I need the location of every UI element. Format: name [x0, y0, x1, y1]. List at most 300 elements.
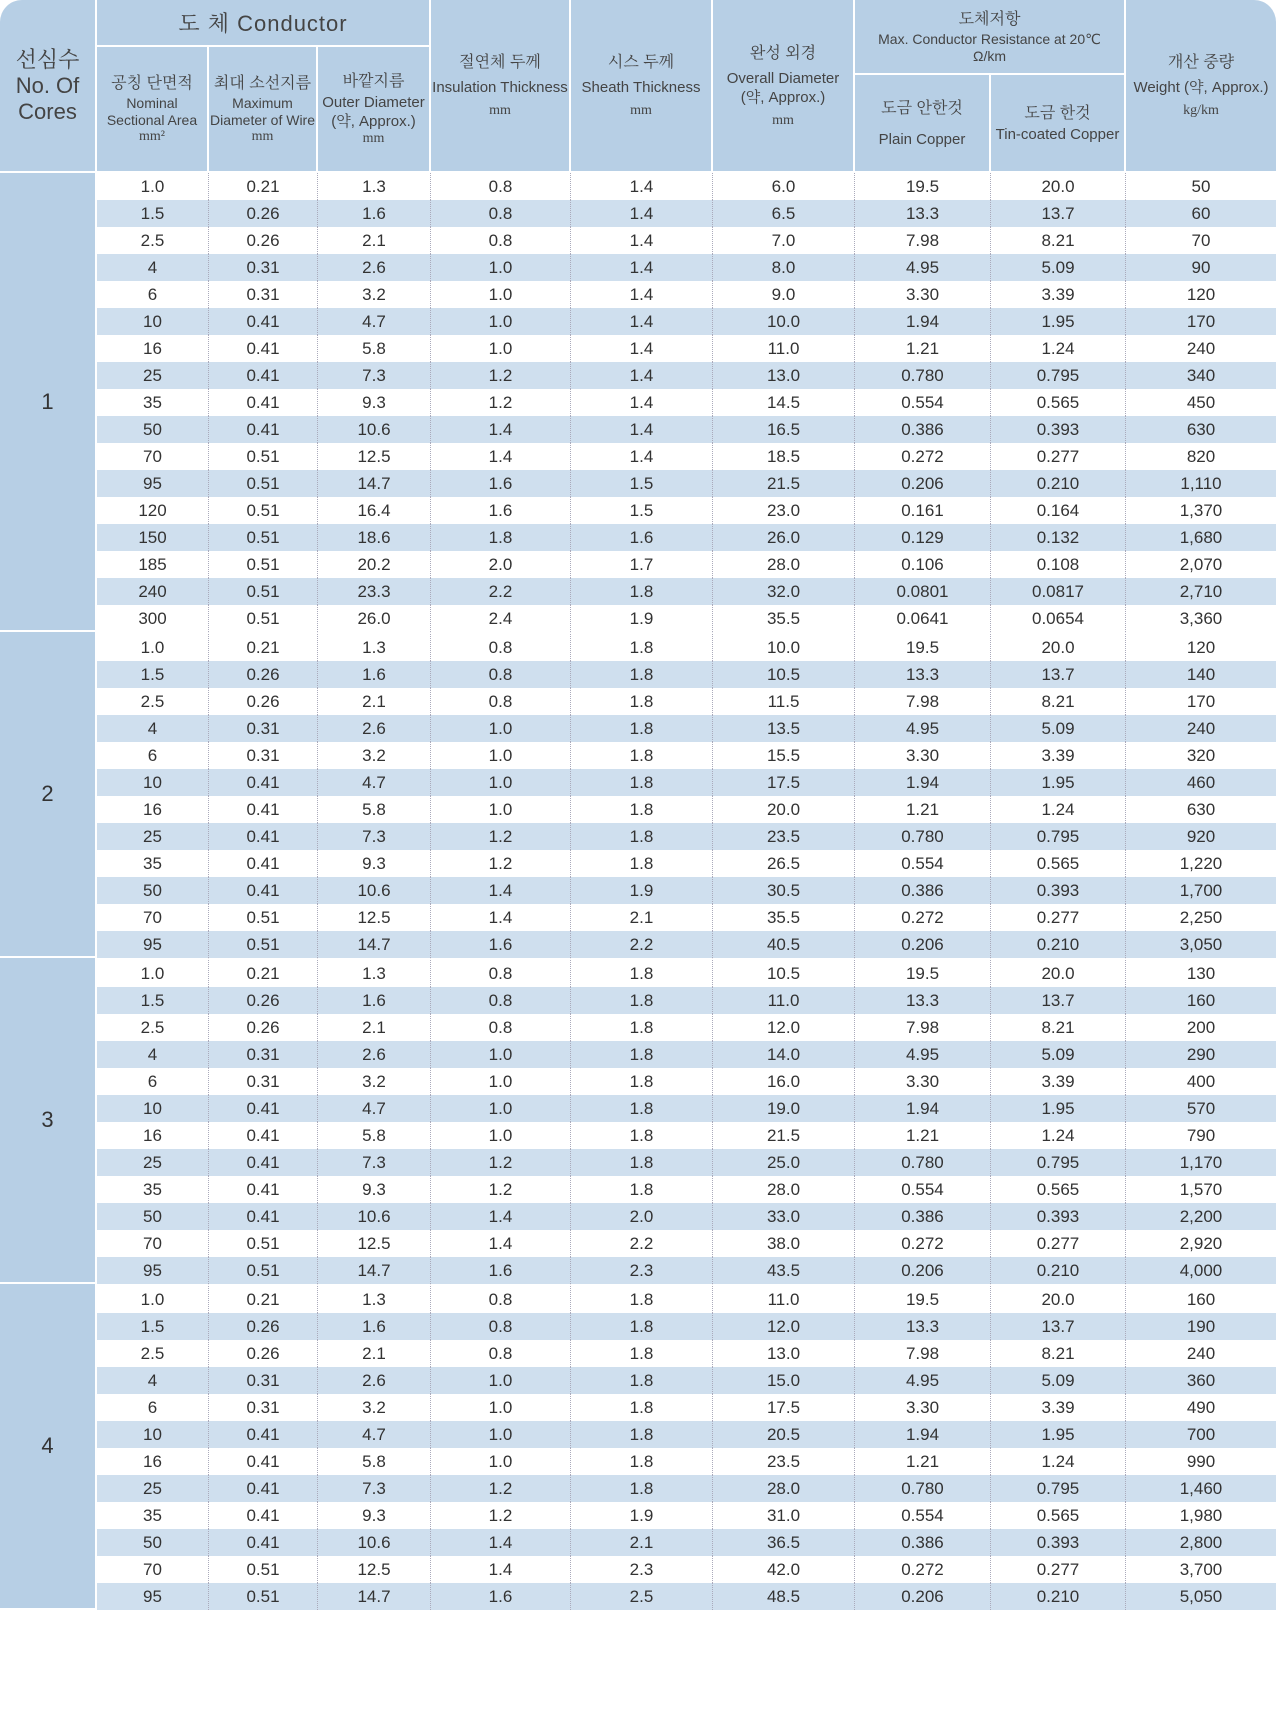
table-row — [0, 742, 1276, 769]
area-cell: 10 — [97, 1421, 209, 1448]
wire-cell: 0.51 — [209, 1257, 318, 1284]
tin-resistance-cell: 1.95 — [991, 1421, 1126, 1448]
header-weight-en: Weight (약, Approx.) — [1133, 79, 1269, 96]
sheath-cell: 1.4 — [571, 362, 713, 389]
area-cell: 70 — [97, 1230, 209, 1257]
area-cell: 70 — [97, 904, 209, 931]
sheath-cell: 1.6 — [571, 524, 713, 551]
table-row — [0, 715, 1276, 742]
weight-cell: 290 — [1126, 1041, 1276, 1068]
tin-resistance-cell: 0.210 — [991, 1257, 1126, 1284]
header-area-ko: 공칭 단면적 — [111, 75, 193, 92]
plain-resistance-cell: 13.3 — [855, 1313, 991, 1340]
area-cell: 70 — [97, 443, 209, 470]
header-overall-ko: 완성 외경 — [749, 44, 817, 62]
insulation-cell: 1.0 — [431, 281, 571, 308]
tin-resistance-cell: 0.565 — [991, 1176, 1126, 1203]
sheath-cell: 1.4 — [571, 227, 713, 254]
outer-cell: 26.0 — [318, 605, 431, 632]
tin-resistance-cell: 0.164 — [991, 497, 1126, 524]
sheath-cell: 1.8 — [571, 1095, 713, 1122]
outer-cell: 20.2 — [318, 551, 431, 578]
tin-resistance-cell: 1.24 — [991, 796, 1126, 823]
wire-cell: 0.41 — [209, 362, 318, 389]
header-insulation-en: Insulation Thickness — [432, 79, 568, 96]
tin-resistance-cell: 13.7 — [991, 200, 1126, 227]
tin-resistance-cell: 13.7 — [991, 661, 1126, 688]
tin-resistance-cell: 1.95 — [991, 1095, 1126, 1122]
weight-cell: 160 — [1126, 1284, 1276, 1313]
outer-cell: 3.2 — [318, 281, 431, 308]
overall-cell: 16.5 — [713, 416, 855, 443]
area-cell: 6 — [97, 1394, 209, 1421]
tin-resistance-cell: 0.0817 — [991, 578, 1126, 605]
overall-cell: 23.5 — [713, 1448, 855, 1475]
outer-cell: 5.8 — [318, 796, 431, 823]
sheath-cell: 1.8 — [571, 769, 713, 796]
plain-resistance-cell: 1.21 — [855, 1122, 991, 1149]
wire-cell: 0.31 — [209, 715, 318, 742]
overall-cell: 30.5 — [713, 877, 855, 904]
tin-resistance-cell: 0.210 — [991, 470, 1126, 497]
overall-cell: 31.0 — [713, 1502, 855, 1529]
weight-cell: 2,710 — [1126, 578, 1276, 605]
insulation-cell: 1.2 — [431, 1149, 571, 1176]
overall-cell: 13.0 — [713, 362, 855, 389]
weight-cell: 200 — [1186, 1017, 1216, 1037]
wire-cell: 0.41 — [209, 877, 318, 904]
overall-cell: 11.0 — [713, 987, 855, 1014]
weight-cell: 1,700 — [1126, 877, 1276, 904]
wire-cell: 0.31 — [209, 1068, 318, 1095]
overall-cell: 23.0 — [713, 497, 855, 524]
tin-resistance-cell: 0.0654 — [991, 605, 1126, 632]
sheath-cell: 1.8 — [571, 661, 713, 688]
insulation-cell: 1.4 — [431, 1556, 571, 1583]
table-row — [0, 1502, 1276, 1529]
plain-resistance-cell: 0.206 — [855, 1257, 991, 1284]
overall-cell: 21.5 — [713, 470, 855, 497]
overall-cell: 8.0 — [713, 254, 855, 281]
area-cell: 95 — [97, 1257, 209, 1284]
plain-resistance-cell: 19.5 — [855, 1284, 991, 1313]
plain-resistance-cell: 1.94 — [855, 308, 991, 335]
overall-cell: 14.5 — [713, 389, 855, 416]
wire-cell: 0.41 — [209, 796, 318, 823]
weight-cell: 4,000 — [1126, 1257, 1276, 1284]
overall-cell: 23.5 — [713, 823, 855, 850]
insulation-cell: 1.2 — [431, 1475, 571, 1502]
wire-cell: 0.41 — [209, 1475, 318, 1502]
outer-cell: 4.7 — [318, 769, 431, 796]
table-row — [0, 1313, 1276, 1340]
plain-resistance-cell: 0.780 — [855, 362, 991, 389]
wire-cell: 0.41 — [209, 1529, 318, 1556]
weight-cell: 2,920 — [1179, 1233, 1223, 1253]
area-cell: 10 — [97, 308, 209, 335]
wire-cell: 0.41 — [209, 1448, 318, 1475]
header-outer-en: Outer Diameter (약, Approx.) — [322, 94, 425, 130]
sheath-cell: 1.5 — [571, 497, 713, 524]
plain-resistance-cell: 7.98 — [855, 1014, 991, 1041]
wire-cell: 0.51 — [209, 1230, 318, 1257]
outer-cell: 23.3 — [318, 578, 431, 605]
overall-cell: 7.0 — [713, 227, 855, 254]
table-row — [0, 1284, 1276, 1313]
outer-cell: 3.2 — [318, 1068, 431, 1095]
weight-cell: 1,460 — [1126, 1475, 1276, 1502]
weight-cell: 630 — [1126, 416, 1276, 443]
area-cell: 95 — [97, 931, 209, 958]
overall-cell: 10.0 — [713, 308, 855, 335]
plain-resistance-cell: 0.554 — [855, 1502, 991, 1529]
tin-resistance-cell: 1.95 — [991, 769, 1126, 796]
wire-cell: 0.26 — [209, 1014, 318, 1041]
area-cell: 1.5 — [97, 661, 209, 688]
outer-cell: 7.3 — [318, 1475, 431, 1502]
insulation-cell: 1.2 — [431, 389, 571, 416]
weight-cell: 2,070 — [1179, 554, 1223, 574]
tin-resistance-cell: 20.0 — [991, 173, 1126, 200]
wire-cell: 0.26 — [209, 1313, 318, 1340]
outer-cell: 1.3 — [318, 173, 431, 200]
table-row — [0, 551, 1276, 578]
insulation-cell: 1.0 — [431, 715, 571, 742]
area-cell: 4 — [97, 1041, 209, 1068]
header-sheath — [571, 0, 713, 173]
outer-cell: 1.3 — [318, 958, 431, 987]
outer-cell: 9.3 — [318, 389, 431, 416]
insulation-cell: 1.6 — [431, 497, 571, 524]
table-row — [0, 578, 1276, 605]
outer-cell: 4.7 — [318, 1421, 431, 1448]
plain-resistance-cell: 0.161 — [855, 497, 991, 524]
header-area — [97, 47, 209, 173]
table-row — [0, 1257, 1276, 1284]
sheath-cell: 1.4 — [571, 335, 713, 362]
header-sheath-unit: mm — [630, 103, 652, 118]
overall-cell: 14.0 — [713, 1041, 855, 1068]
weight-cell: 450 — [1186, 392, 1216, 412]
plain-resistance-cell: 0.780 — [855, 1475, 991, 1502]
area-cell: 1.0 — [97, 958, 209, 987]
table-row — [0, 1529, 1276, 1556]
outer-cell: 10.6 — [318, 416, 431, 443]
insulation-cell: 2.0 — [431, 551, 571, 578]
overall-cell: 12.0 — [713, 1014, 855, 1041]
table-row — [0, 1068, 1276, 1095]
weight-cell: 170 — [1186, 691, 1216, 711]
plain-resistance-cell: 4.95 — [855, 715, 991, 742]
header-tin — [991, 75, 1126, 173]
overall-cell: 33.0 — [713, 1203, 855, 1230]
weight-cell: 2,800 — [1126, 1529, 1276, 1556]
overall-cell: 13.5 — [713, 715, 855, 742]
plain-resistance-cell: 0.386 — [855, 877, 991, 904]
sheath-cell: 1.8 — [571, 1475, 713, 1502]
wire-cell: 0.21 — [209, 958, 318, 987]
area-cell: 16 — [97, 1448, 209, 1475]
weight-cell: 400 — [1186, 1071, 1216, 1091]
insulation-cell: 0.8 — [431, 632, 571, 661]
insulation-cell: 1.2 — [431, 850, 571, 877]
tin-resistance-cell: 8.21 — [991, 1014, 1126, 1041]
outer-cell: 10.6 — [318, 1203, 431, 1230]
table-row — [0, 308, 1276, 335]
tin-resistance-cell: 20.0 — [991, 1284, 1126, 1313]
area-cell: 16 — [97, 1122, 209, 1149]
area-cell: 6 — [97, 281, 209, 308]
wire-cell: 0.21 — [209, 173, 318, 200]
table-row — [0, 688, 1276, 715]
area-cell: 10 — [97, 769, 209, 796]
tin-resistance-cell: 8.21 — [991, 1340, 1126, 1367]
header-wire-ko: 최대 소선지름 — [213, 75, 312, 92]
outer-cell: 4.7 — [318, 1095, 431, 1122]
tin-resistance-cell: 3.39 — [991, 1394, 1126, 1421]
outer-cell: 2.1 — [318, 1014, 431, 1041]
outer-cell: 14.7 — [318, 470, 431, 497]
area-cell: 2.5 — [97, 1340, 209, 1367]
table-row — [0, 1340, 1276, 1367]
outer-cell: 14.7 — [318, 1583, 431, 1610]
area-cell: 300 — [97, 605, 209, 632]
weight-cell: 360 — [1126, 1367, 1276, 1394]
table-row — [0, 769, 1276, 796]
plain-resistance-cell: 13.3 — [855, 200, 991, 227]
table-row — [0, 173, 1276, 200]
area-cell: 1.0 — [97, 632, 209, 661]
overall-cell: 16.0 — [713, 1068, 855, 1095]
table-row — [0, 850, 1276, 877]
overall-cell: 28.0 — [713, 1176, 855, 1203]
tin-resistance-cell: 1.24 — [991, 335, 1126, 362]
outer-cell: 12.5 — [318, 1230, 431, 1257]
wire-cell: 0.51 — [209, 578, 318, 605]
plain-resistance-cell: 3.30 — [855, 1068, 991, 1095]
wire-cell: 0.41 — [209, 1176, 318, 1203]
tin-resistance-cell: 13.7 — [991, 987, 1126, 1014]
sheath-cell: 1.8 — [571, 850, 713, 877]
outer-cell: 2.1 — [318, 227, 431, 254]
table-row — [0, 987, 1276, 1014]
area-cell: 6 — [97, 742, 209, 769]
table-row — [0, 254, 1276, 281]
tin-resistance-cell: 5.09 — [991, 1041, 1126, 1068]
sheath-cell: 1.9 — [571, 1502, 713, 1529]
insulation-cell: 0.8 — [431, 987, 571, 1014]
table-row — [0, 1421, 1276, 1448]
area-cell: 4 — [97, 1367, 209, 1394]
sheath-cell: 1.8 — [571, 1041, 713, 1068]
plain-resistance-cell: 0.272 — [855, 443, 991, 470]
outer-cell: 1.6 — [318, 987, 431, 1014]
area-cell: 35 — [97, 1502, 209, 1529]
header-resistance — [855, 0, 1126, 75]
table-row — [0, 281, 1276, 308]
weight-cell: 790 — [1186, 1125, 1216, 1145]
weight-cell: 990 — [1186, 1451, 1216, 1471]
sheath-cell: 1.4 — [571, 173, 713, 200]
outer-cell: 12.5 — [318, 443, 431, 470]
outer-cell: 2.1 — [318, 688, 431, 715]
wire-cell: 0.41 — [209, 335, 318, 362]
tin-resistance-cell: 1.24 — [991, 1448, 1126, 1475]
plain-resistance-cell: 0.206 — [855, 1583, 991, 1610]
sheath-cell: 1.4 — [571, 200, 713, 227]
header-wire-en: Maximum Diameter of Wire — [209, 95, 316, 128]
tin-resistance-cell: 0.795 — [991, 1475, 1126, 1502]
tin-resistance-cell: 0.565 — [991, 850, 1126, 877]
header-sheath-ko: 시스 두께 — [607, 54, 675, 71]
table-row — [0, 823, 1276, 850]
outer-cell: 7.3 — [318, 823, 431, 850]
weight-cell: 460 — [1126, 769, 1276, 796]
outer-cell: 12.5 — [318, 904, 431, 931]
insulation-cell: 0.8 — [431, 1313, 571, 1340]
table-row — [0, 1149, 1276, 1176]
sheath-cell: 1.4 — [571, 416, 713, 443]
header-weight — [1126, 0, 1276, 173]
table-row — [0, 1394, 1276, 1421]
tin-resistance-cell: 0.277 — [991, 904, 1126, 931]
weight-cell: 120 — [1186, 284, 1216, 304]
table-row — [0, 796, 1276, 823]
sheath-cell: 2.1 — [571, 904, 713, 931]
plain-resistance-cell: 0.780 — [855, 1149, 991, 1176]
header-weight-ko: 개산 중량 — [1167, 54, 1235, 71]
tin-resistance-cell: 0.565 — [991, 1502, 1126, 1529]
plain-resistance-cell: 0.780 — [855, 823, 991, 850]
tin-resistance-cell: 0.277 — [991, 443, 1126, 470]
tin-resistance-cell: 0.565 — [991, 389, 1126, 416]
area-cell: 1.5 — [97, 1313, 209, 1340]
table-row — [0, 1095, 1276, 1122]
table-row — [0, 470, 1276, 497]
wire-cell: 0.21 — [209, 632, 318, 661]
area-cell: 2.5 — [97, 227, 209, 254]
header-area-unit: mm² — [139, 129, 165, 144]
weight-cell: 340 — [1126, 362, 1276, 389]
table-row — [0, 227, 1276, 254]
insulation-cell: 0.8 — [431, 688, 571, 715]
sheath-cell: 1.4 — [571, 308, 713, 335]
outer-cell: 12.5 — [318, 1556, 431, 1583]
plain-resistance-cell: 1.94 — [855, 1095, 991, 1122]
weight-cell: 5,050 — [1126, 1583, 1276, 1610]
sheath-cell: 1.8 — [571, 1448, 713, 1475]
plain-resistance-cell: 0.206 — [855, 931, 991, 958]
wire-cell: 0.51 — [209, 443, 318, 470]
plain-resistance-cell: 0.0641 — [855, 605, 991, 632]
wire-cell: 0.41 — [209, 850, 318, 877]
header-resistance-en: Max. Conductor Resistance at 20℃ — [878, 30, 1101, 47]
sheath-cell: 1.8 — [571, 1394, 713, 1421]
table-row — [0, 877, 1276, 904]
overall-cell: 15.5 — [713, 742, 855, 769]
wire-cell: 0.51 — [209, 497, 318, 524]
overall-cell: 17.5 — [713, 769, 855, 796]
plain-resistance-cell: 4.95 — [855, 1041, 991, 1068]
sheath-cell: 1.4 — [571, 443, 713, 470]
weight-cell: 130 — [1126, 958, 1276, 987]
wire-cell: 0.51 — [209, 524, 318, 551]
overall-cell: 40.5 — [713, 931, 855, 958]
wire-cell: 0.51 — [209, 1556, 318, 1583]
insulation-cell: 1.0 — [431, 335, 571, 362]
tin-resistance-cell: 0.277 — [991, 1230, 1126, 1257]
outer-cell: 7.3 — [318, 1149, 431, 1176]
header-outer-ko: 바깥지름 — [342, 73, 405, 90]
cores-cell: 4 — [0, 1284, 97, 1610]
tin-resistance-cell: 5.09 — [991, 254, 1126, 281]
tin-resistance-cell: 0.108 — [991, 551, 1126, 578]
wire-cell: 0.26 — [209, 688, 318, 715]
insulation-cell: 1.0 — [431, 769, 571, 796]
plain-resistance-cell: 13.3 — [855, 987, 991, 1014]
wire-cell: 0.41 — [209, 1149, 318, 1176]
insulation-cell: 1.0 — [431, 1095, 571, 1122]
insulation-cell: 0.8 — [431, 227, 571, 254]
wire-cell: 0.31 — [209, 1041, 318, 1068]
area-cell: 50 — [97, 877, 209, 904]
area-cell: 10 — [97, 1095, 209, 1122]
overall-cell: 35.5 — [713, 904, 855, 931]
weight-cell: 140 — [1126, 661, 1276, 688]
overall-cell: 11.0 — [713, 1284, 855, 1313]
overall-cell: 12.0 — [713, 1313, 855, 1340]
overall-cell: 18.5 — [713, 443, 855, 470]
weight-cell: 70 — [1191, 230, 1211, 250]
sheath-cell: 1.4 — [571, 389, 713, 416]
table-row — [0, 416, 1276, 443]
outer-cell: 2.1 — [318, 1340, 431, 1367]
weight-cell: 1,370 — [1179, 500, 1223, 520]
overall-cell: 6.0 — [713, 173, 855, 200]
wire-cell: 0.41 — [209, 1122, 318, 1149]
outer-cell: 1.3 — [318, 632, 431, 661]
area-cell: 35 — [97, 389, 209, 416]
overall-cell: 26.5 — [713, 850, 855, 877]
sheath-cell: 1.8 — [571, 1340, 713, 1367]
sheath-cell: 2.2 — [571, 931, 713, 958]
plain-resistance-cell: 19.5 — [855, 632, 991, 661]
sheath-cell: 1.8 — [571, 1313, 713, 1340]
weight-cell: 120 — [1126, 632, 1276, 661]
wire-cell: 0.31 — [209, 1367, 318, 1394]
tin-resistance-cell: 20.0 — [991, 632, 1126, 661]
wire-cell: 0.41 — [209, 1203, 318, 1230]
area-cell: 35 — [97, 850, 209, 877]
insulation-cell: 1.4 — [431, 443, 571, 470]
header-cores — [0, 0, 97, 173]
insulation-cell: 1.6 — [431, 931, 571, 958]
table-row — [0, 524, 1276, 551]
wire-cell: 0.26 — [209, 661, 318, 688]
tin-resistance-cell: 5.09 — [991, 1367, 1126, 1394]
plain-resistance-cell: 1.94 — [855, 769, 991, 796]
table-row — [0, 1041, 1276, 1068]
plain-resistance-cell: 0.272 — [855, 904, 991, 931]
sheath-cell: 1.8 — [571, 1284, 713, 1313]
outer-cell: 5.8 — [318, 1122, 431, 1149]
area-cell: 16 — [97, 796, 209, 823]
plain-resistance-cell: 19.5 — [855, 958, 991, 987]
wire-cell: 0.21 — [209, 1284, 318, 1313]
wire-cell: 0.41 — [209, 823, 318, 850]
area-cell: 6 — [97, 1068, 209, 1095]
insulation-cell: 0.8 — [431, 1340, 571, 1367]
